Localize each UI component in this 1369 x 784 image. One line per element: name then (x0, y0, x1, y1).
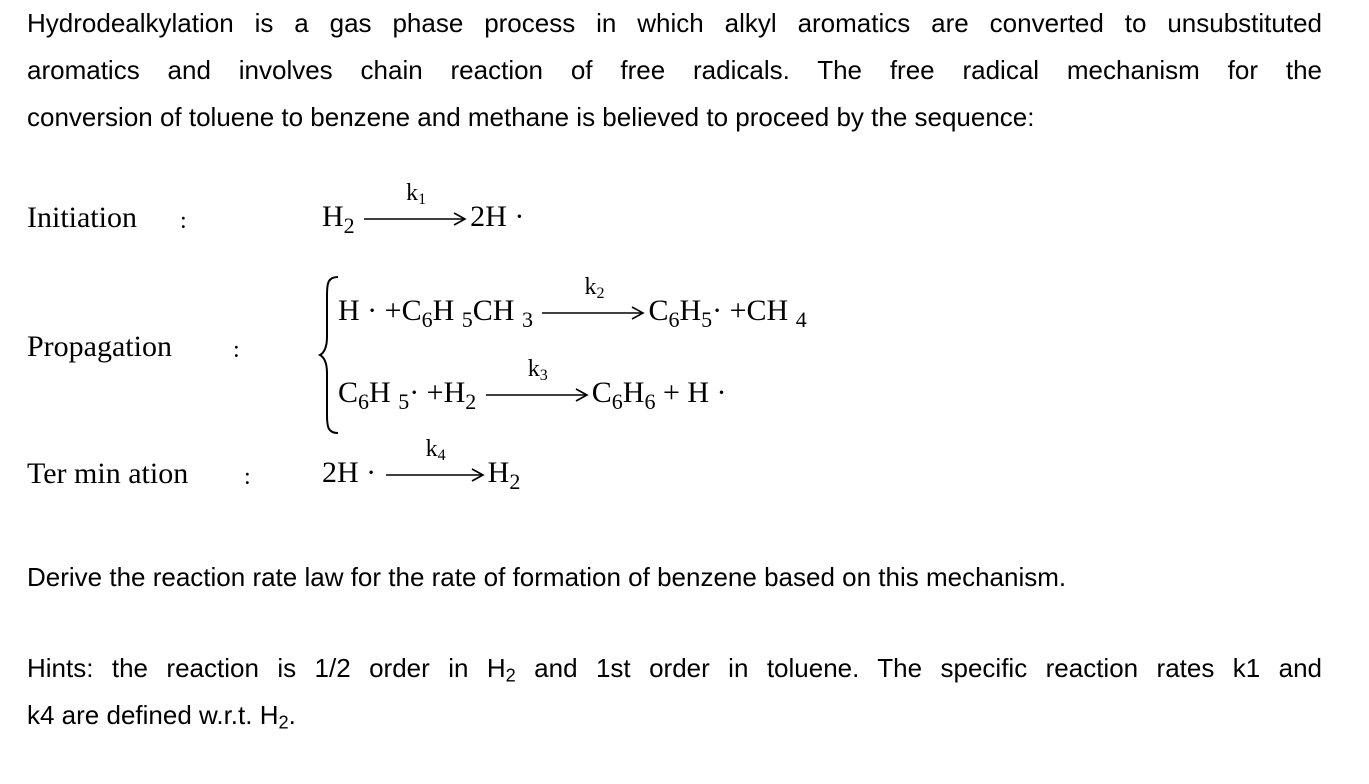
termination-label: Ter min ation (27, 457, 189, 490)
task-paragraph: Derive the reaction rate law for the rate of formation of benzene based on this mechanism. (27, 562, 1067, 592)
rate-constant: $k_4$ (425, 436, 446, 465)
rate-constant: $k_2$ (584, 274, 605, 303)
arrow-icon (364, 212, 468, 226)
arrow-icon (386, 468, 486, 482)
intro-line: Hydrodealkylation is a gas phase process in which alkyl aromatics are converted to unsubstituted (27, 8, 1322, 38)
termination-reactant: 2H · (322, 456, 377, 489)
initiation-product: 2H · (470, 200, 525, 233)
initiation-label: Initiation (27, 201, 137, 234)
reaction-arrow (486, 356, 590, 402)
propagation-step-2: $C_6H$ $_5\cdot +H_2$ $k_3$ $C_6H_6 + H$ · (338, 356, 727, 414)
initiation-reactant: H (322, 200, 344, 233)
reaction-arrow (386, 436, 486, 482)
termination-equation (322, 436, 521, 494)
rate-constant: $k_3$ (527, 356, 548, 385)
subscript: 2 (509, 469, 521, 494)
hints-line-2: k4 are defined w.r.t. $H_2$. (27, 700, 296, 733)
arrow-icon (486, 388, 590, 402)
brace-icon (318, 275, 340, 435)
rate-constant: $k_1$ (406, 180, 427, 209)
intro-line: aromatics and involves chain reaction of free radicals. The free radical mechanism for the (27, 55, 1322, 85)
termination-product: H (487, 456, 510, 489)
subscript: 2 (343, 213, 355, 238)
intro-paragraph (27, 0, 1322, 141)
initiation-equation (322, 180, 525, 238)
hints-line-1: Hints: the reaction is 1/2 order in $H_2$ and 1st order in toluene. The specific reaction rates k1 and (27, 653, 1323, 686)
intro-line: conversion of toluene to benzene and methane is believed to proceed by the sequence: (27, 102, 1035, 132)
propagation-step-1: $H \cdot +C_6H$ $_5$CH $_3$ $k_2$ $C_6H_5\cdot +CH$ $_4$ (338, 274, 807, 332)
initiation-colon: : (180, 208, 187, 234)
reaction-arrow (542, 274, 646, 320)
arrow-icon (542, 306, 646, 320)
reaction-arrow (364, 180, 468, 226)
hints-paragraph (27, 645, 1322, 739)
propagation-label: Propagation (27, 330, 172, 363)
propagation-colon: : (233, 337, 240, 363)
termination-colon: : (244, 464, 251, 490)
